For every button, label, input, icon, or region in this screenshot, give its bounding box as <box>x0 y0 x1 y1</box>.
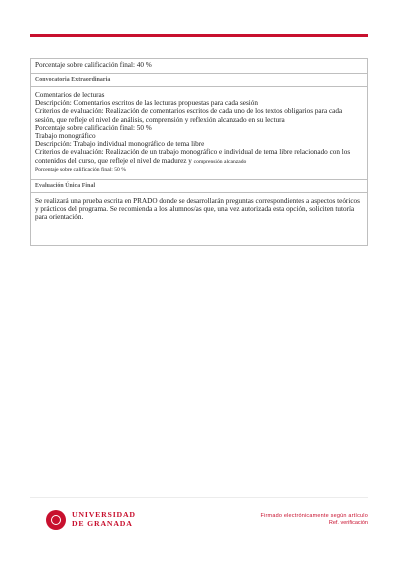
section-body-unica-final <box>31 193 367 245</box>
paragraph: Porcentaje sobre calificación final: 50 % <box>35 123 152 132</box>
top-accent-rule <box>30 34 368 37</box>
section-heading-unica-final <box>31 180 367 193</box>
criteria-text: Criterios de evaluación: Realización de un trabajo monográfico e individual de tema libre relacionado con los contenidos del curso, que refleje el nivel de madurez y <box>35 148 351 165</box>
paragraph-small: Porcentaje sobre calificación final: 50 % <box>35 166 126 173</box>
section-heading-text: Evaluación Única Final <box>35 183 96 190</box>
percentage-text: Porcentaje sobre calificación final: 40 % <box>35 61 152 69</box>
paragraph: Trabajo monográfico <box>35 132 96 141</box>
paragraph-criteria <box>35 148 363 165</box>
university-seal-icon <box>46 510 66 530</box>
paragraph: Descripción: Comentarios escritos de las lecturas propuestas para cada sesión <box>35 99 258 108</box>
paragraph: Descripción: Trabajo individual monográfico de tema libre <box>35 140 205 149</box>
footer-divider <box>30 497 368 498</box>
paragraph: Comentarios de lecturas <box>35 91 105 99</box>
university-name-line2: DE GRANADA <box>72 519 133 528</box>
university-name <box>72 511 136 528</box>
verification-line2: Ref. verificación <box>328 520 368 526</box>
section-body-extraordinaria <box>31 87 367 180</box>
paragraph: Se realizará una prueba escrita en PRADO donde se desarrollarán preguntas correspondientes a aspectos teóricos y prácticos del programa. Se recomienda a los alumnos/as que, una vez autorizada esta opción, soliciten tutoría para orientación. <box>35 197 360 222</box>
section-heading-text: Convocatoria Extraordinaria <box>35 77 111 83</box>
criteria-text-small: comprensión alcanzado <box>193 158 247 165</box>
university-name-line1: UNIVERSIDAD <box>72 510 136 520</box>
paragraph: Criterios de evaluación: Realización de comentarios escritos de cada uno de los textos obligarios para cada sesión, que refleje el nivel de análisis, comprensión y reflexión alcanzado en su lectura <box>35 107 343 124</box>
evaluation-table <box>30 58 368 246</box>
percentage-line <box>31 59 367 74</box>
verification-line1: Firmado electrónicamente según artículo <box>260 513 368 519</box>
section-heading-extraordinaria <box>31 74 367 87</box>
university-logo <box>46 510 136 530</box>
verification-block <box>261 513 368 527</box>
